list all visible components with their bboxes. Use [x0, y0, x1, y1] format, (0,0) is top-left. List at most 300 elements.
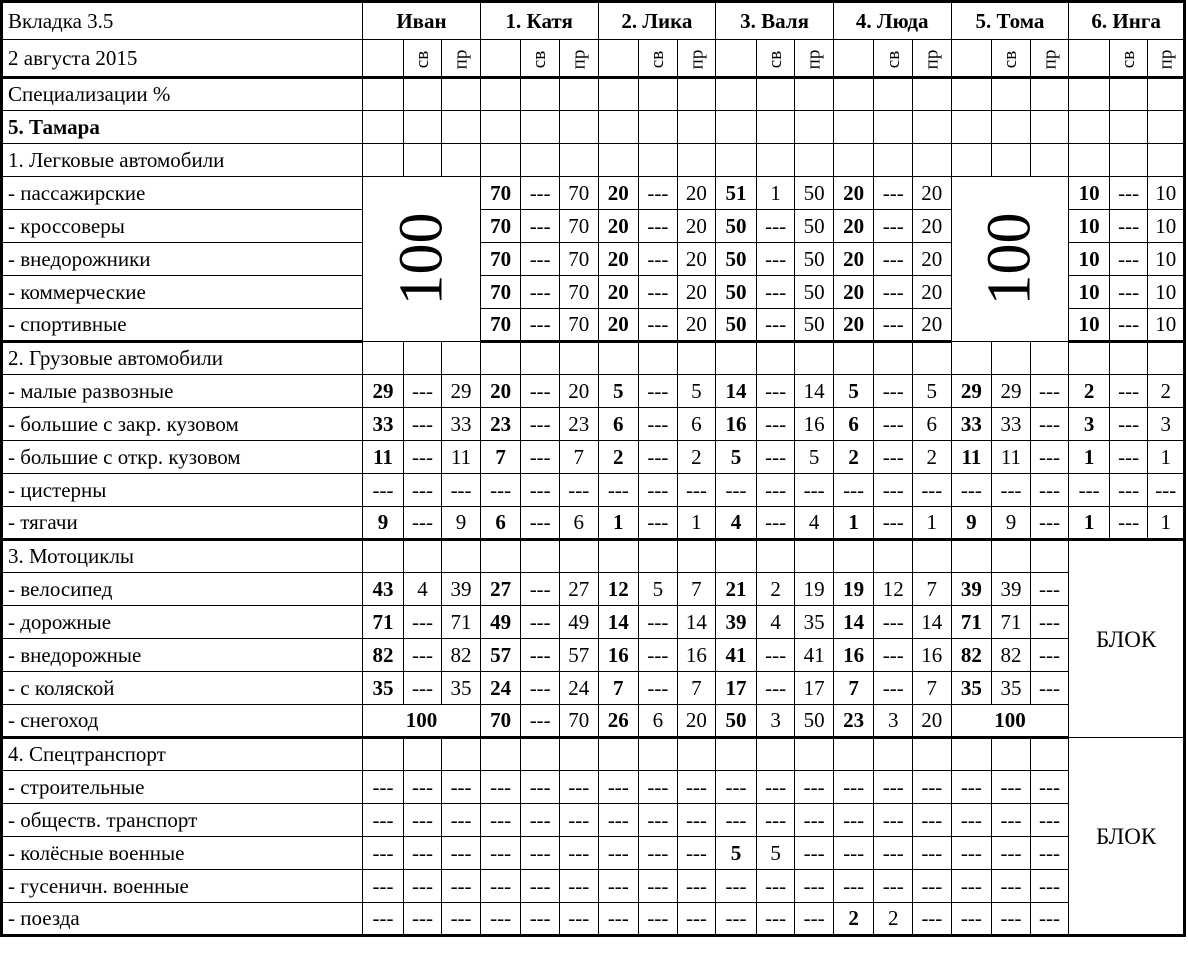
sub-header-pr: пр — [1155, 49, 1177, 69]
empty-cell — [756, 78, 795, 111]
value-cell: 24 — [480, 672, 521, 705]
value-cell: --- — [1109, 243, 1148, 276]
value-cell: 70 — [480, 309, 521, 342]
value-cell: --- — [951, 903, 992, 936]
value-cell: 20 — [913, 210, 952, 243]
empty-cell — [363, 342, 404, 375]
value-cell: --- — [403, 375, 442, 408]
value-cell: 23 — [559, 408, 598, 441]
value-cell: --- — [833, 804, 874, 837]
value-cell: --- — [756, 474, 795, 507]
tab-title: Вкладка 3.5 — [2, 2, 363, 40]
spec-label: Специализации % — [2, 78, 363, 111]
value-cell: 20 — [833, 210, 874, 243]
value-cell: --- — [677, 903, 716, 936]
value-cell: 20 — [598, 276, 639, 309]
value-cell: --- — [639, 177, 678, 210]
value-cell: 82 — [992, 639, 1031, 672]
value-cell: 16 — [833, 639, 874, 672]
value-cell: --- — [403, 606, 442, 639]
value-cell: 50 — [795, 705, 834, 738]
value-cell: --- — [795, 870, 834, 903]
value-cell: --- — [677, 474, 716, 507]
value-cell: 9 — [951, 507, 992, 540]
value-cell: 70 — [480, 210, 521, 243]
value-cell: --- — [639, 870, 678, 903]
empty-cell — [913, 78, 952, 111]
value-cell: 20 — [833, 243, 874, 276]
value-cell: --- — [951, 870, 992, 903]
value-cell: --- — [756, 210, 795, 243]
empty-cell — [795, 78, 834, 111]
empty-cell — [833, 738, 874, 771]
empty-cell — [677, 738, 716, 771]
row-label: - снегоход — [2, 705, 363, 738]
empty-cell — [521, 342, 560, 375]
empty-cell — [677, 342, 716, 375]
value-cell: --- — [795, 837, 834, 870]
value-cell: --- — [951, 771, 992, 804]
empty-cell — [874, 540, 913, 573]
value-cell: --- — [716, 870, 757, 903]
value-cell: 5 — [756, 837, 795, 870]
group-header-ivan: Иван — [363, 2, 481, 40]
value-cell: --- — [795, 771, 834, 804]
empty-cell — [559, 342, 598, 375]
value-cell: 5 — [716, 837, 757, 870]
value-cell: --- — [756, 441, 795, 474]
value-cell: --- — [403, 408, 442, 441]
value-cell: --- — [1109, 375, 1148, 408]
value-cell: 6 — [913, 408, 952, 441]
row-label: - обществ. транспорт — [2, 804, 363, 837]
value-cell: --- — [913, 837, 952, 870]
empty-cell — [716, 78, 757, 111]
value-cell: 33 — [442, 408, 481, 441]
value-cell: 5 — [598, 375, 639, 408]
value-cell: --- — [1030, 771, 1069, 804]
value-cell: --- — [1030, 672, 1069, 705]
section-title: 4. Спецтранспорт — [2, 738, 363, 771]
section-title: 3. Мотоциклы — [2, 540, 363, 573]
empty-cell — [363, 540, 404, 573]
empty-cell — [677, 540, 716, 573]
value-cell: --- — [598, 903, 639, 936]
empty-cell — [639, 342, 678, 375]
value-cell: --- — [403, 870, 442, 903]
empty-cell — [756, 738, 795, 771]
value-cell: --- — [403, 474, 442, 507]
value-cell: --- — [992, 837, 1031, 870]
value-cell: --- — [874, 243, 913, 276]
empty-cell — [1109, 342, 1148, 375]
value-cell: 1 — [1148, 507, 1185, 540]
value-cell: --- — [833, 837, 874, 870]
value-cell: 50 — [795, 177, 834, 210]
value-cell: --- — [480, 804, 521, 837]
empty-cell — [795, 540, 834, 573]
empty-cell — [1148, 144, 1185, 177]
value-cell: 20 — [677, 210, 716, 243]
value-cell: --- — [521, 870, 560, 903]
value-cell: --- — [639, 672, 678, 705]
empty-cell — [756, 111, 795, 144]
empty-cell — [874, 111, 913, 144]
value-cell: --- — [559, 771, 598, 804]
value-cell: 2 — [833, 441, 874, 474]
value-cell: --- — [521, 903, 560, 936]
section-title: 1. Легковые автомобили — [2, 144, 363, 177]
value-cell: --- — [795, 903, 834, 936]
value-cell: 70 — [480, 705, 521, 738]
empty-cell — [363, 738, 404, 771]
empty-cell — [1069, 342, 1110, 375]
value-cell: 82 — [363, 639, 404, 672]
value-cell: --- — [403, 672, 442, 705]
value-cell: --- — [756, 309, 795, 342]
value-cell: 16 — [598, 639, 639, 672]
value-cell: --- — [874, 441, 913, 474]
value-cell: 10 — [1148, 309, 1185, 342]
empty-cell — [1030, 111, 1069, 144]
value-cell: --- — [639, 309, 678, 342]
value-cell: --- — [521, 507, 560, 540]
empty-cell — [639, 111, 678, 144]
empty-cell — [559, 144, 598, 177]
value-cell: 57 — [480, 639, 521, 672]
value-cell: --- — [1109, 507, 1148, 540]
value-cell: 70 — [480, 177, 521, 210]
sub-header-pr: пр — [450, 49, 472, 69]
empty-cell — [363, 111, 404, 144]
empty-cell — [677, 111, 716, 144]
value-cell: --- — [639, 771, 678, 804]
value-cell: 14 — [795, 375, 834, 408]
value-cell: --- — [521, 177, 560, 210]
value-cell: 1 — [598, 507, 639, 540]
value-cell: --- — [756, 672, 795, 705]
value-cell: --- — [951, 804, 992, 837]
value-cell: --- — [363, 870, 404, 903]
merged-100-cell: 100 — [363, 177, 481, 342]
value-cell: 1 — [1069, 507, 1110, 540]
value-cell: --- — [521, 672, 560, 705]
row-label: - кроссоверы — [2, 210, 363, 243]
sub-header-pr: пр — [685, 49, 707, 69]
empty-cell — [403, 144, 442, 177]
value-cell: 16 — [913, 639, 952, 672]
value-cell: 20 — [559, 375, 598, 408]
value-cell: 3 — [874, 705, 913, 738]
value-cell: --- — [913, 870, 952, 903]
value-cell: 14 — [833, 606, 874, 639]
value-cell: 17 — [716, 672, 757, 705]
value-cell: 12 — [874, 573, 913, 606]
value-cell: 51 — [716, 177, 757, 210]
empty-cell — [480, 738, 521, 771]
value-cell: 100 — [363, 705, 481, 738]
value-cell: 10 — [1069, 210, 1110, 243]
value-cell: 35 — [951, 672, 992, 705]
value-cell: --- — [1109, 309, 1148, 342]
value-cell: 7 — [677, 573, 716, 606]
value-cell: 17 — [795, 672, 834, 705]
group-header-inga: 6. Инга — [1069, 2, 1185, 40]
row-label: - строительные — [2, 771, 363, 804]
empty-cell — [559, 111, 598, 144]
empty-cell — [992, 738, 1031, 771]
value-cell: --- — [639, 243, 678, 276]
empty-cell — [521, 738, 560, 771]
value-cell: 20 — [598, 177, 639, 210]
value-cell: 5 — [716, 441, 757, 474]
empty-cell — [992, 540, 1031, 573]
row-label: - спортивные — [2, 309, 363, 342]
value-cell: --- — [716, 771, 757, 804]
value-cell: 20 — [833, 177, 874, 210]
value-cell: --- — [598, 837, 639, 870]
value-cell: --- — [756, 804, 795, 837]
empty-cell — [639, 78, 678, 111]
value-cell: 6 — [480, 507, 521, 540]
value-cell: --- — [403, 771, 442, 804]
value-cell: --- — [598, 474, 639, 507]
value-cell: --- — [403, 804, 442, 837]
value-cell: --- — [1030, 870, 1069, 903]
sub-header-sv: св — [1000, 50, 1022, 68]
value-cell: --- — [442, 870, 481, 903]
value-cell: --- — [1030, 606, 1069, 639]
value-cell: 16 — [677, 639, 716, 672]
value-cell: --- — [1030, 837, 1069, 870]
value-cell: 50 — [795, 276, 834, 309]
value-cell: --- — [442, 804, 481, 837]
value-cell: --- — [521, 606, 560, 639]
row-label: - большие с закр. кузовом — [2, 408, 363, 441]
value-cell: --- — [992, 870, 1031, 903]
value-cell: --- — [1109, 474, 1148, 507]
value-cell: --- — [716, 804, 757, 837]
value-cell: --- — [913, 474, 952, 507]
value-cell: 43 — [363, 573, 404, 606]
empty-cell — [442, 144, 481, 177]
empty-cell — [874, 342, 913, 375]
value-cell: --- — [756, 408, 795, 441]
value-cell: --- — [521, 771, 560, 804]
section-title: 2. Грузовые автомобили — [2, 342, 363, 375]
value-cell: 10 — [1069, 309, 1110, 342]
empty-cell — [992, 78, 1031, 111]
value-cell: --- — [756, 639, 795, 672]
value-cell: 7 — [833, 672, 874, 705]
value-cell: 2 — [1148, 375, 1185, 408]
empty-cell — [442, 540, 481, 573]
value-cell: --- — [639, 639, 678, 672]
value-cell: 9 — [442, 507, 481, 540]
value-cell: 7 — [913, 573, 952, 606]
value-cell: 16 — [716, 408, 757, 441]
empty-cell — [1069, 144, 1110, 177]
value-cell: 2 — [598, 441, 639, 474]
value-cell: --- — [716, 474, 757, 507]
value-cell: --- — [1109, 210, 1148, 243]
empty-cell — [442, 111, 481, 144]
empty-cell — [833, 111, 874, 144]
value-cell: 3 — [1148, 408, 1185, 441]
person-label: 5. Тамара — [2, 111, 363, 144]
value-cell: --- — [1030, 408, 1069, 441]
value-cell: --- — [1030, 375, 1069, 408]
value-cell: --- — [442, 837, 481, 870]
value-cell: 100 — [951, 705, 1069, 738]
value-cell: 23 — [833, 705, 874, 738]
value-cell: --- — [521, 705, 560, 738]
empty-cell — [521, 78, 560, 111]
value-cell: --- — [1109, 408, 1148, 441]
empty-cell — [951, 78, 992, 111]
value-cell: --- — [874, 837, 913, 870]
value-cell: --- — [639, 441, 678, 474]
value-cell: 2 — [756, 573, 795, 606]
value-cell: --- — [480, 903, 521, 936]
value-cell: 7 — [913, 672, 952, 705]
value-cell: --- — [521, 210, 560, 243]
value-cell: 39 — [442, 573, 481, 606]
value-cell: 20 — [598, 309, 639, 342]
value-cell: --- — [639, 276, 678, 309]
value-cell: 5 — [795, 441, 834, 474]
empty-cell — [639, 540, 678, 573]
value-cell: 1 — [677, 507, 716, 540]
value-cell: --- — [403, 639, 442, 672]
empty-cell — [833, 540, 874, 573]
value-cell: 20 — [677, 243, 716, 276]
value-cell: --- — [874, 408, 913, 441]
row-label: - малые развозные — [2, 375, 363, 408]
empty-cell — [1030, 144, 1069, 177]
value-cell: 50 — [716, 243, 757, 276]
value-cell: --- — [756, 870, 795, 903]
value-cell: --- — [521, 243, 560, 276]
row-label: - поезда — [2, 903, 363, 936]
empty-cell — [756, 144, 795, 177]
value-cell: --- — [639, 375, 678, 408]
sub-header-sv: св — [647, 50, 669, 68]
value-cell: 70 — [559, 705, 598, 738]
empty-cell — [559, 78, 598, 111]
value-cell: --- — [442, 903, 481, 936]
value-cell: --- — [521, 408, 560, 441]
empty-cell — [716, 540, 757, 573]
value-cell: --- — [521, 837, 560, 870]
value-cell: --- — [992, 771, 1031, 804]
value-cell: 71 — [363, 606, 404, 639]
row-label: - внедорожники — [2, 243, 363, 276]
value-cell: --- — [795, 804, 834, 837]
empty-cell — [951, 738, 992, 771]
value-cell: 3 — [1069, 408, 1110, 441]
value-cell: 19 — [833, 573, 874, 606]
value-cell: 4 — [403, 573, 442, 606]
sub-header-sv: св — [882, 50, 904, 68]
value-cell: --- — [833, 771, 874, 804]
value-cell: --- — [639, 606, 678, 639]
empty-cell — [795, 738, 834, 771]
row-label: - гусеничн. военные — [2, 870, 363, 903]
value-cell: --- — [363, 771, 404, 804]
value-cell: 29 — [951, 375, 992, 408]
value-cell: --- — [559, 804, 598, 837]
value-cell: 20 — [598, 210, 639, 243]
value-cell: --- — [1030, 804, 1069, 837]
block-cell: БЛОК — [1069, 738, 1185, 936]
empty-cell — [521, 540, 560, 573]
value-cell: 6 — [639, 705, 678, 738]
value-cell: --- — [403, 507, 442, 540]
empty-cell — [677, 144, 716, 177]
value-cell: --- — [992, 474, 1031, 507]
group-header-lyuda: 4. Люда — [833, 2, 951, 40]
empty-cell — [795, 111, 834, 144]
value-cell: 2 — [874, 903, 913, 936]
value-cell: 5 — [677, 375, 716, 408]
value-cell: 49 — [559, 606, 598, 639]
empty-cell — [480, 342, 521, 375]
value-cell: --- — [559, 903, 598, 936]
value-cell: 20 — [598, 243, 639, 276]
value-cell: --- — [521, 441, 560, 474]
value-cell: --- — [874, 177, 913, 210]
empty-cell — [442, 738, 481, 771]
empty-cell — [913, 540, 952, 573]
value-cell: 16 — [795, 408, 834, 441]
value-cell: --- — [913, 771, 952, 804]
value-cell: 4 — [716, 507, 757, 540]
empty-cell — [951, 540, 992, 573]
value-cell: 33 — [363, 408, 404, 441]
empty-cell — [598, 78, 639, 111]
value-cell: 29 — [442, 375, 481, 408]
sub-header-pr: пр — [803, 49, 825, 69]
value-cell: 1 — [1069, 441, 1110, 474]
value-cell: --- — [403, 903, 442, 936]
value-cell: --- — [480, 474, 521, 507]
empty-cell — [874, 78, 913, 111]
value-cell: --- — [1030, 441, 1069, 474]
empty-cell — [1069, 78, 1110, 111]
value-cell: 70 — [480, 243, 521, 276]
empty-cell — [598, 738, 639, 771]
value-cell: 2 — [833, 903, 874, 936]
empty-cell — [1109, 78, 1148, 111]
sub-header-sv: св — [529, 50, 551, 68]
value-cell: --- — [403, 441, 442, 474]
value-cell: 4 — [756, 606, 795, 639]
empty-cell — [639, 144, 678, 177]
empty-cell — [874, 738, 913, 771]
value-cell: 70 — [559, 276, 598, 309]
value-cell: 49 — [480, 606, 521, 639]
value-cell: 57 — [559, 639, 598, 672]
value-cell: 11 — [363, 441, 404, 474]
value-cell: 50 — [716, 210, 757, 243]
value-cell: 1 — [756, 177, 795, 210]
value-cell: --- — [756, 507, 795, 540]
value-cell: 7 — [598, 672, 639, 705]
value-cell: --- — [363, 903, 404, 936]
value-cell: 70 — [559, 177, 598, 210]
value-cell: 10 — [1069, 276, 1110, 309]
